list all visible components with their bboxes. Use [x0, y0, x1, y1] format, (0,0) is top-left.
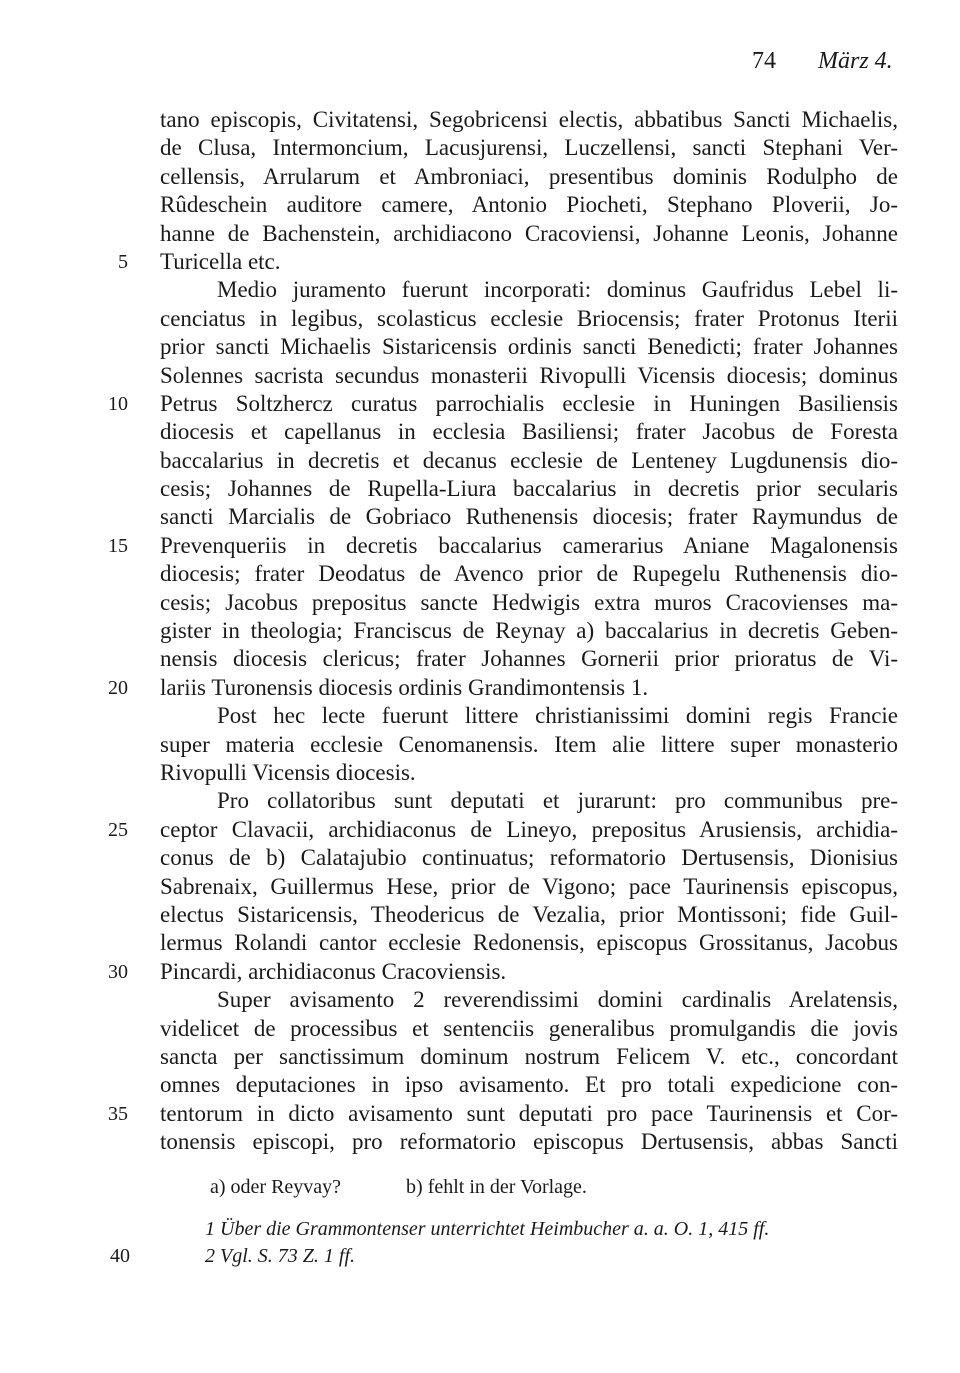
text-line: tano episcopis, Civitatensi, Segobricensi electis, abbatibus Sancti Michaelis,: [160, 107, 898, 132]
text-line: tentorum in dicto avisamento sunt deputati pro pace Taurinensis et Cor- 35: [160, 1100, 898, 1128]
text-line: cellensis, Arrularum et Ambroniaci, presentibus dominis Rodulpho de: [160, 163, 898, 189]
text-line: diocesis et capellanus in ecclesia Basiliensi; frater Jacobus de Foresta: [160, 419, 898, 445]
text-line: sancta per sanctissimum dominum nostrum Felicem V. etc., concordant: [160, 1043, 898, 1069]
text-line: conus de b) Calatajubio continuatus; reformatorio Dertusensis, Dionisius: [160, 845, 898, 871]
text-line: cenciatus in legibus, scolasticus ecclesie Briocensis; frater Protonus Iterii: [160, 305, 898, 331]
text-line: ceptor Clavacii, archidiaconus de Lineyo, prepositus Arusiensis, archidia- 25: [160, 816, 898, 844]
line-number: 5: [118, 250, 128, 273]
text-line: nensis diocesis clericus; frater Johannes Gornerii prior prioratus de Vi-: [160, 646, 898, 672]
text-line: Turicella etc. 5: [160, 248, 898, 276]
text-line: sancti Marcialis de Gobriaco Ruthenensis diocesis; frater Raymundus de: [160, 504, 898, 530]
text-line: Post hec lecte fuerunt littere christianissimi domini regis Francie: [217, 703, 898, 729]
text-line: lermus Rolandi cantor ecclesie Redonensis, episcopus Grossitanus, Jacobus: [160, 930, 898, 956]
text-line: Petrus Soltzhercz curatus parrochialis ecclesie in Huningen Basiliensis 10: [160, 390, 898, 418]
line-number: 15: [108, 534, 128, 557]
line-number: 30: [108, 960, 128, 983]
text-line: omnes deputaciones in ipso avisamento. Et pro totali expedicione con-: [160, 1072, 898, 1098]
text-line: videlicet de processibus et sentenciis generalibus promulgandis die jovis: [160, 1015, 898, 1041]
text-line: cesis; Johannes de Rupella-Liura baccalarius in decretis prior secularis: [160, 476, 898, 502]
text-line: cesis; Jacobus prepositus sancte Hedwigis extra muros Cracovienses ma-: [160, 589, 898, 615]
line-number: 35: [108, 1102, 128, 1125]
page-number: 74: [752, 48, 776, 74]
footnote-b: b) fehlt in der Vorlage.: [406, 1176, 587, 1198]
text-line: Super avisamento 2 reverendissimi domini cardinalis Arelatensis,: [217, 987, 898, 1013]
line-number: 10: [108, 392, 128, 415]
text-line: prior sancti Michaelis Sistaricensis ordinis sancti Benedicti; frater Johannes: [160, 334, 898, 360]
text-line: diocesis; frater Deodatus de Avenco prior de Rupegelu Ruthenensis dio-: [160, 561, 898, 587]
text-line: gister in theologia; Franciscus de Reynay a) baccalarius in decretis Geben-: [160, 618, 898, 644]
text-line: Pincardi, archidiaconus Cracoviensis. 30: [160, 958, 898, 986]
running-head-date: März 4.: [818, 48, 893, 74]
main-text: [108, 106, 898, 1156]
text-line: baccalarius in decretis et decanus ecclesie de Lenteney Lugdunensis dio-: [160, 447, 898, 473]
text-line: de Clusa, Intermoncium, Lacusjurensi, Luczellensi, sancti Stephani Ver-: [160, 135, 898, 161]
text-line: hanne de Bachenstein, archidiacono Cracoviensi, Johanne Leonis, Johanne: [160, 220, 898, 246]
footnote-1: 1 Über die Grammontenser unterrichtet Heimbucher a. a. O. 1, 415 ff.: [205, 1218, 770, 1240]
text-line: Medio juramento fuerunt incorporati: dominus Gaufridus Lebel li-: [217, 277, 898, 303]
line-number: 25: [108, 818, 128, 841]
text-line: Rûdeschein auditore camere, Antonio Piocheti, Stephano Ploverii, Jo-: [160, 192, 898, 218]
footnote-a: a) oder Reyvay?: [210, 1176, 342, 1198]
text-line: tonensis episcopi, pro reformatorio episcopus Dertusensis, abbas Sancti: [160, 1129, 898, 1155]
text-line: Solennes sacrista secundus monasterii Rivopulli Vicensis diocesis; dominus: [160, 362, 898, 388]
text-line: Prevenqueriis in decretis baccalarius camerarius Aniane Magalonensis 15: [160, 532, 898, 560]
line-number-40: 40: [110, 1245, 130, 1267]
page-header: [0, 48, 960, 88]
text-line: Pro collatoribus sunt deputati et jurarunt: pro communibus pre-: [217, 788, 898, 814]
text-line: Sabrenaix, Guillermus Hese, prior de Vigono; pace Taurinensis episcopus,: [160, 873, 898, 899]
footnote-2-block: [110, 1245, 943, 1268]
line-number: 20: [108, 676, 128, 699]
text-line: electus Sistaricensis, Theodericus de Vezalia, prior Montissoni; fide Guil-: [160, 901, 898, 927]
critical-apparatus: [210, 1176, 948, 1199]
text-line: super materia ecclesie Cenomanensis. Item alie littere super monasterio: [160, 731, 898, 757]
text-line: lariis Turonensis diocesis ordinis Grandimontensis 1. 20: [160, 674, 898, 702]
text-line: Rivopulli Vicensis diocesis.: [160, 759, 416, 785]
footnote-2: 2 Vgl. S. 73 Z. 1 ff.: [205, 1245, 356, 1267]
